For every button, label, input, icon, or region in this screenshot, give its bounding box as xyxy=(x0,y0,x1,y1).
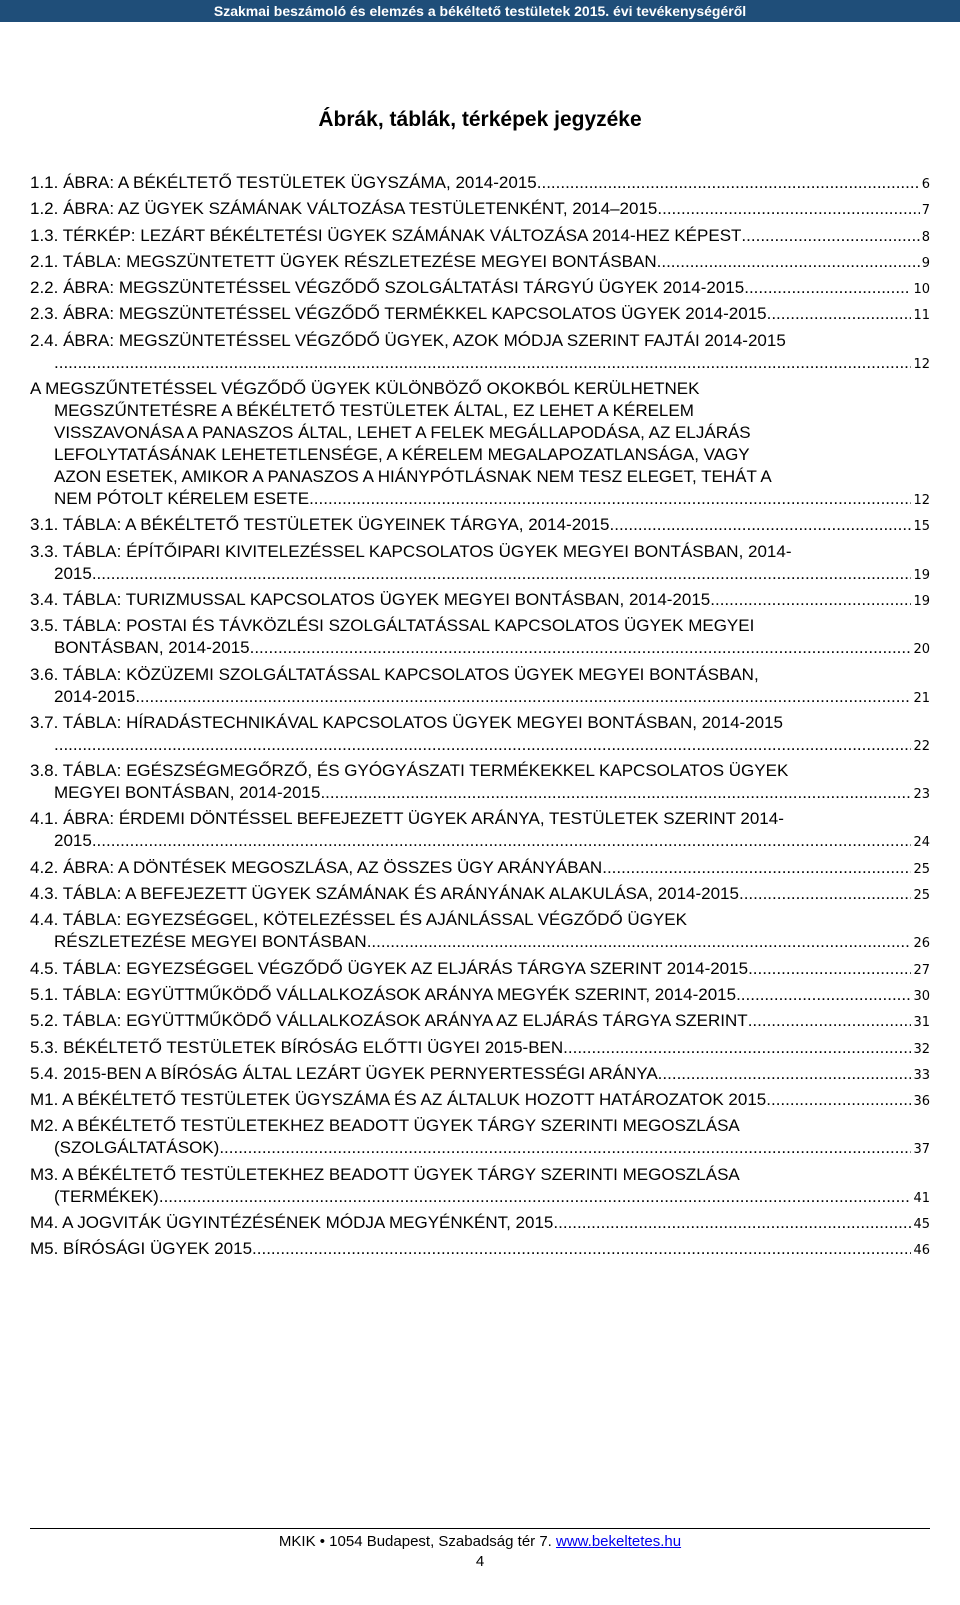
toc-entry-text: M5. BÍRÓSÁGI ÜGYEK 2015. xyxy=(30,1239,257,1259)
toc-page-number: 8 xyxy=(921,229,930,245)
toc-entry[interactable] xyxy=(30,760,930,806)
toc-entry[interactable] xyxy=(30,198,930,222)
toc-entry-text: LEFOLYTATÁSÁNAK LEHETETLENSÉGE, A KÉRELEM MEGALAPOZATLANSÁGA, VAGY xyxy=(54,445,750,465)
toc-entry-text: 4.5. TÁBLA: EGYEZSÉGGEL VÉGZŐDŐ ÜGYEK AZ ELJÁRÁS TÁRGYA SZERINT 2014-2015 xyxy=(30,958,749,978)
toc-page-number: 25 xyxy=(913,888,930,904)
toc-page-number: 6 xyxy=(921,177,930,192)
toc-entry-text: 3.6. TÁBLA: KÖZÜZEMI SZOLGÁLTATÁSSAL KAPCSOLATOS ÜGYEK MEGYEI BONTÁSBAN, xyxy=(30,664,759,684)
toc-page-number: 7 xyxy=(921,203,930,219)
toc-entry-text: 4.2. ÁBRA: A DÖNTÉSEK MEGOSZLÁSA, AZ ÖSSZES ÜGY ARÁNYÁBAN xyxy=(30,857,603,877)
document-header: Szakmai beszámoló és elemzés a békéltető testületek 2015. évi tevékenységéről xyxy=(0,0,960,22)
dot-leader xyxy=(741,225,919,247)
toc-page-number: 11 xyxy=(913,308,930,324)
toc-page-number: 12 xyxy=(913,493,930,509)
toc-entry-text: 5.4. 2015-BEN A BÍRÓSÁG ÁLTAL LEZÁRT ÜGYEK PERNYERTESSÉGI ARÁNYA xyxy=(30,1063,658,1083)
toc-page-number: 15 xyxy=(913,519,930,535)
dot-leader xyxy=(657,251,920,273)
toc-entry-text: 5.2. TÁBLA: EGYÜTTMŰKÖDŐ VÁLLALKOZÁSOK ARÁNYA AZ ELJÁRÁS TÁRGYA SZERINT xyxy=(30,1011,748,1031)
dot-leader xyxy=(736,984,911,1006)
toc-entry[interactable] xyxy=(30,514,930,538)
dot-leader xyxy=(314,488,912,510)
toc-entry[interactable] xyxy=(30,808,930,854)
toc-entry-text: BONTÁSBAN, 2014-2015 xyxy=(54,638,250,658)
toc-page-number: 30 xyxy=(913,988,930,1004)
dot-leader xyxy=(563,1037,911,1059)
toc-entry-text: 3.1. TÁBLA: A BÉKÉLTETŐ TESTÜLETEK ÜGYEINEK TÁRGYA, 2014-2015 xyxy=(30,515,610,535)
toc-entry[interactable] xyxy=(30,958,930,982)
toc-entry-text: 3.5. TÁBLA: POSTAI ÉS TÁVKÖZLÉSI SZOLGÁLTATÁSSAL KAPCSOLATOS ÜGYEK MEGYEI xyxy=(30,616,755,636)
dot-leader xyxy=(748,1010,912,1032)
dot-leader xyxy=(715,589,911,611)
toc-entry[interactable] xyxy=(30,172,930,196)
toc-entry[interactable] xyxy=(30,909,930,955)
dot-leader xyxy=(610,514,912,536)
dot-leader xyxy=(92,563,912,585)
toc-entry[interactable] xyxy=(30,330,930,376)
table-of-contents xyxy=(30,172,930,1265)
toc-entry-text: 2015 xyxy=(54,563,92,583)
toc-page-number: 45 xyxy=(913,1217,930,1233)
dot-leader xyxy=(54,734,911,756)
toc-entry[interactable] xyxy=(30,1063,930,1087)
toc-page-number: 9 xyxy=(921,255,930,271)
toc-entry[interactable] xyxy=(30,303,930,327)
toc-entry-text: 2.1. TÁBLA: MEGSZÜNTETETT ÜGYEK RÉSZLETEZÉSE MEGYEI BONTÁSBAN xyxy=(30,251,657,271)
toc-entry-text: (TERMÉKEK) xyxy=(54,1186,159,1206)
toc-entry[interactable] xyxy=(30,615,930,661)
toc-entry[interactable] xyxy=(30,251,930,275)
toc-page-number: 21 xyxy=(913,690,930,706)
toc-page-number: 36 xyxy=(913,1094,930,1110)
toc-entry-text: 2.2. ÁBRA: MEGSZÜNTETÉSSEL VÉGZŐDŐ SZOLGÁLTATÁSI TÁRGYÚ ÜGYEK 2014-2015 xyxy=(30,278,745,298)
toc-entry-text: 5.3. BÉKÉLTETŐ TESTÜLETEK BÍRÓSÁG ELŐTTI ÜGYEI 2015-BEN xyxy=(30,1037,564,1057)
toc-page-number: 32 xyxy=(913,1041,930,1057)
dot-leader xyxy=(159,1186,912,1208)
dot-leader xyxy=(367,931,912,953)
page-footer xyxy=(0,1533,960,1550)
toc-entry[interactable] xyxy=(30,277,930,301)
toc-entry-text: 2014-2015 xyxy=(54,686,136,706)
toc-page-number: 31 xyxy=(913,1015,930,1031)
toc-page-number: 19 xyxy=(913,593,930,609)
toc-entry-text: NEM PÓTOLT KÉRELEM ESETE. xyxy=(54,489,314,509)
toc-entry-text: MEGYEI BONTÁSBAN, 2014-2015 xyxy=(54,783,321,803)
toc-page-number: 37 xyxy=(913,1142,930,1158)
toc-entry[interactable] xyxy=(30,1212,930,1236)
toc-entry[interactable] xyxy=(30,1164,930,1210)
dot-leader xyxy=(739,883,911,905)
footer-address: MKIK • 1054 Budapest, Szabadság tér 7. xyxy=(278,1533,556,1550)
dot-leader xyxy=(537,172,920,194)
toc-page-number: 22 xyxy=(913,738,930,754)
toc-entry-text: RÉSZLETEZÉSE MEGYEI BONTÁSBAN xyxy=(54,932,367,952)
dot-leader xyxy=(658,1063,912,1085)
toc-entry[interactable] xyxy=(30,589,930,613)
toc-entry[interactable] xyxy=(30,1238,930,1262)
page-title: Ábrák, táblák, térképek jegyzéke xyxy=(318,108,642,131)
toc-page-number: 10 xyxy=(913,282,930,298)
toc-page-number: 12 xyxy=(913,356,930,372)
toc-entry-text: (SZOLGÁLTATÁSOK) xyxy=(54,1138,220,1158)
dot-leader xyxy=(767,303,912,325)
dot-leader xyxy=(250,637,912,659)
toc-entry-text: 5.1. TÁBLA: EGYÜTTMŰKÖDŐ VÁLLALKOZÁSOK ARÁNYA MEGYÉK SZERINT, 2014-2015 xyxy=(30,984,737,1004)
toc-entry-text: 1.1. ÁBRA: A BÉKÉLTETŐ TESTÜLETEK ÜGYSZÁMA, 2014-2015 xyxy=(30,173,537,192)
toc-entry[interactable] xyxy=(30,541,930,587)
toc-entry-text: 4.3. TÁBLA: A BEFEJEZETT ÜGYEK SZÁMÁNAK ÉS ARÁNYÁNAK ALAKULÁSA, 2014-2015 xyxy=(30,884,739,904)
dot-leader xyxy=(257,1238,912,1260)
toc-entry[interactable] xyxy=(30,1115,930,1161)
toc-entry[interactable] xyxy=(30,883,930,907)
toc-entry-text: 4.4. TÁBLA: EGYEZSÉGGEL, KÖTELEZÉSSEL ÉS AJÁNLÁSSAL VÉGZŐDŐ ÜGYEK xyxy=(30,910,687,930)
toc-entry-text: 3.8. TÁBLA: EGÉSZSÉGMEGŐRZŐ, ÉS GYÓGYÁSZATI TERMÉKEKKEL KAPCSOLATOS ÜGYEK xyxy=(30,761,789,781)
dot-leader xyxy=(320,782,911,804)
toc-entry-text: M2. A BÉKÉLTETŐ TESTÜLETEKHEZ BEADOTT ÜGYEK TÁRGY SZERINTI MEGOSZLÁSA xyxy=(30,1116,740,1136)
dot-leader xyxy=(97,830,912,852)
toc-entry[interactable] xyxy=(30,1089,930,1113)
toc-page-number: 41 xyxy=(913,1190,930,1206)
website-link[interactable]: www.bekeltetes.hu xyxy=(556,1533,682,1550)
toc-entry-text: 3.4. TÁBLA: TURIZMUSSAL KAPCSOLATOS ÜGYEK MEGYEI BONTÁSBAN, 2014-2015. xyxy=(30,589,715,609)
toc-page-number: 20 xyxy=(913,642,930,658)
toc-entry-text: 1.3. TÉRKÉP: LEZÁRT BÉKÉLTETÉSI ÜGYEK SZÁMÁNAK VÁLTOZÁSA 2014-HEZ KÉPEST xyxy=(30,225,742,245)
toc-entry-text: M3. A BÉKÉLTETŐ TESTÜLETEKHEZ BEADOTT ÜGYEK TÁRGY SZERINTI MEGOSZLÁSA xyxy=(30,1164,740,1184)
toc-entry-text: VISSZAVONÁSA A PANASZOS ÁLTAL, LEHET A FELEK MEGÁLLAPODÁSA, AZ ELJÁRÁS xyxy=(54,423,751,443)
toc-page-number: 23 xyxy=(913,787,930,803)
toc-entry[interactable] xyxy=(30,225,930,249)
toc-entry-text: 4.1. ÁBRA: ÉRDEMI DÖNTÉSSEL BEFEJEZETT ÜGYEK ARÁNYA, TESTÜLETEK SZERINT 2014- xyxy=(30,809,784,829)
toc-entry[interactable] xyxy=(30,857,930,881)
toc-entry-text: 2.4. ÁBRA: MEGSZÜNTETÉSSEL VÉGZŐDŐ ÜGYEK, AZOK MÓDJA SZERINT FAJTÁI 2014-2015 xyxy=(30,330,786,350)
dot-leader xyxy=(219,1137,911,1159)
page-number: 4 xyxy=(475,1553,485,1570)
toc-entry-text: 3.7. TÁBLA: HÍRADÁSTECHNIKÁVAL KAPCSOLATOS ÜGYEK MEGYEI BONTÁSBAN, 2014-2015 xyxy=(30,712,783,732)
toc-page-number: 25 xyxy=(913,861,930,877)
toc-entry[interactable] xyxy=(30,984,930,1008)
toc-entry-text: MEGSZŰNTETÉSRE A BÉKÉLTETŐ TESTÜLETEK ÁLTAL, EZ LEHET A KÉRELEM xyxy=(54,401,694,421)
toc-entry-text: 1.2. ÁBRA: AZ ÜGYEK SZÁMÁNAK VÁLTOZÁSA TESTÜLETENKÉNT, 2014–2015 xyxy=(30,199,658,219)
toc-page-number: 46 xyxy=(913,1243,930,1259)
toc-entry[interactable] xyxy=(30,712,930,758)
dot-leader xyxy=(657,198,919,220)
toc-entry[interactable] xyxy=(30,1037,930,1061)
toc-page-number: 26 xyxy=(913,936,930,952)
dot-leader xyxy=(553,1212,911,1234)
toc-entry-text: M4. A JOGVITÁK ÜGYINTÉZÉSÉNEK MÓDJA MEGYÉNKÉNT, 2015 xyxy=(30,1213,554,1233)
dot-leader xyxy=(54,352,911,374)
dot-leader xyxy=(135,686,911,708)
dot-leader xyxy=(744,277,911,299)
dot-leader xyxy=(602,857,911,879)
toc-entry-text: M1. A BÉKÉLTETŐ TESTÜLETEK ÜGYSZÁMA ÉS AZ ÁLTALUK HOZOTT HATÁROZATOK 2015. xyxy=(30,1090,771,1110)
toc-entry-text: 3.3. TÁBLA: ÉPÍTŐIPARI KIVITELEZÉSSEL KAPCSOLATOS ÜGYEK MEGYEI BONTÁSBAN, 2014- xyxy=(30,541,792,561)
toc-entry-text: A MEGSZŰNTETÉSSEL VÉGZŐDŐ ÜGYEK KÜLÖNBÖZŐ OKOKBÓL KERÜLHETNEK xyxy=(30,379,700,399)
toc-entry[interactable] xyxy=(30,664,930,710)
toc-entry[interactable] xyxy=(30,378,930,512)
toc-page-number: 33 xyxy=(913,1067,930,1083)
toc-entry-text: AZON ESETEK, AMIKOR A PANASZOS A HIÁNYPÓTLÁSNAK NEM TESZ ELEGET, TEHÁT A xyxy=(54,467,772,487)
toc-entry-text: 2.3. ÁBRA: MEGSZÜNTETÉSSEL VÉGZŐDŐ TERMÉKKEL KAPCSOLATOS ÜGYEK 2014-2015 xyxy=(30,304,767,324)
toc-page-number: 27 xyxy=(913,962,930,978)
toc-page-number: 19 xyxy=(913,567,930,583)
toc-entry[interactable] xyxy=(30,1010,930,1034)
toc-page-number: 24 xyxy=(913,835,930,851)
dot-leader xyxy=(748,958,911,980)
toc-entry-text: 2015. xyxy=(54,831,97,851)
dot-leader xyxy=(771,1089,911,1111)
footer-divider xyxy=(30,1528,930,1529)
